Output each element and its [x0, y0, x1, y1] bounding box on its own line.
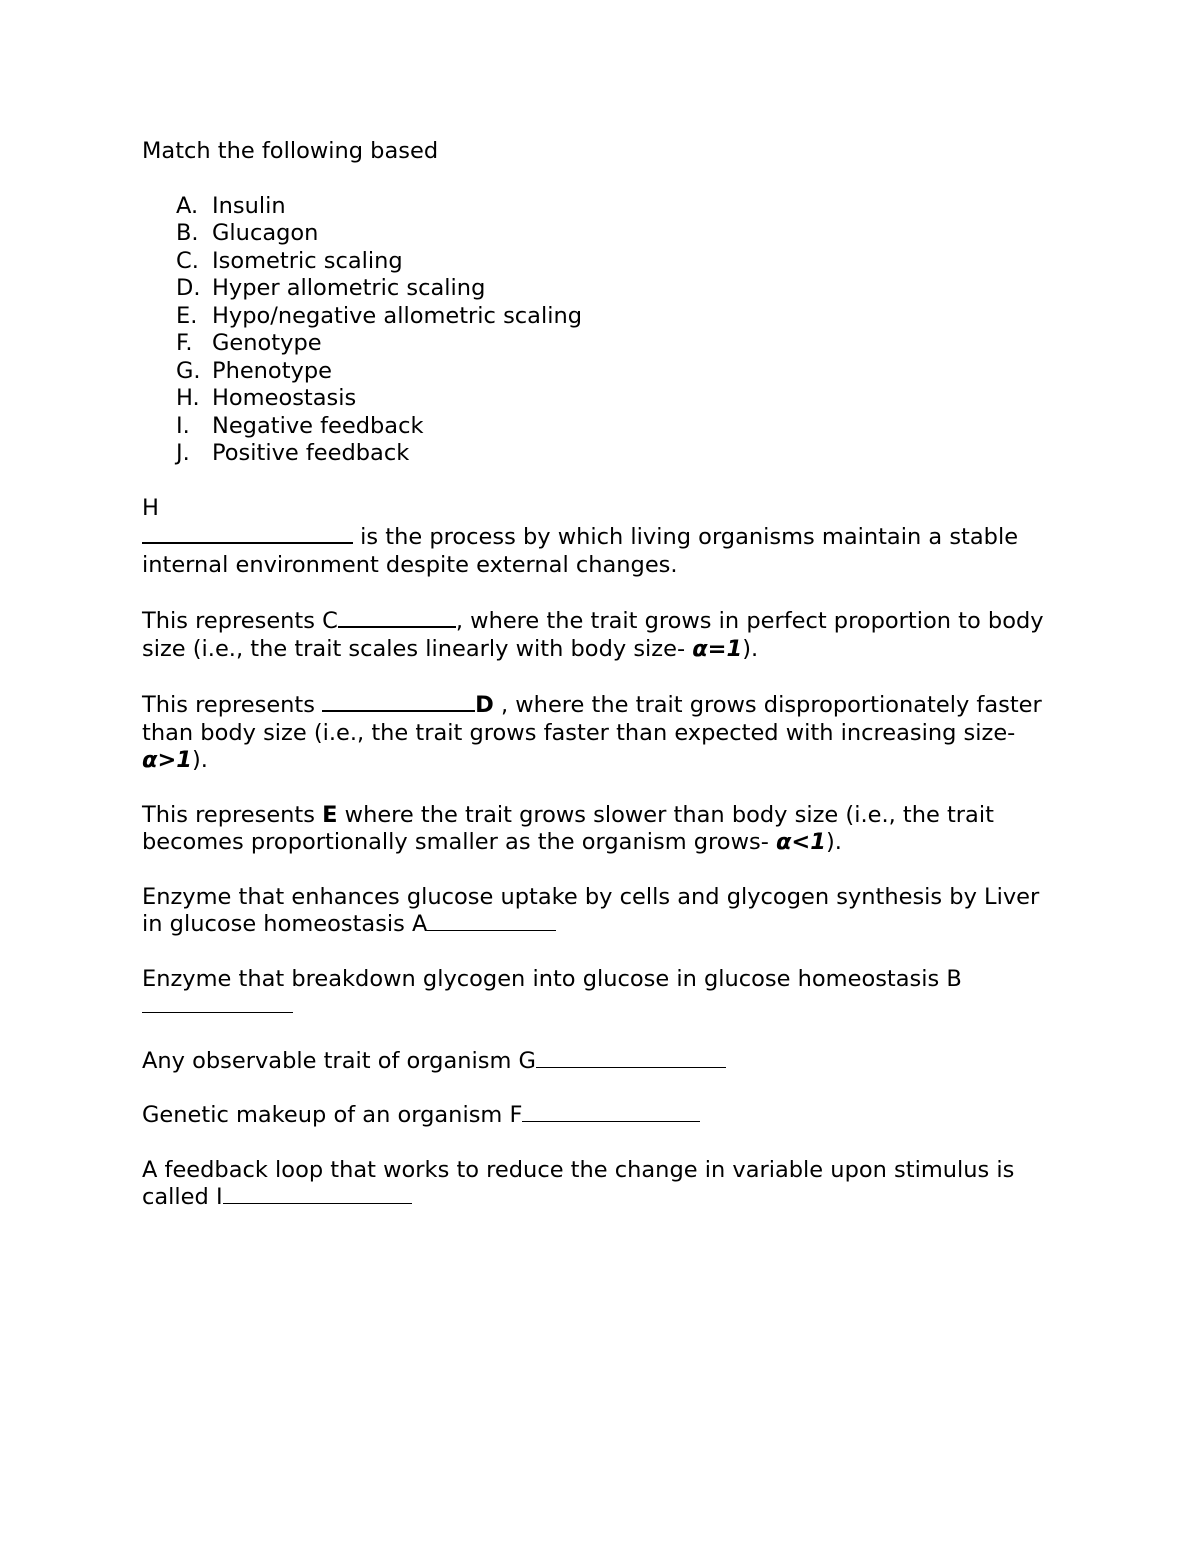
option-text: Genotype: [212, 330, 322, 356]
option-letter: H.: [176, 385, 200, 411]
option-text: Positive feedback: [212, 440, 410, 466]
question-prefix: This represents: [142, 801, 323, 828]
question-prefix: This represents: [142, 608, 323, 634]
question-text: , where the trait grows disproportionately faster than body size (i.e., the trait grows faster than expected with increasing size-: [142, 692, 1042, 746]
question-glucagon: [142, 966, 1062, 1021]
question-insulin: [142, 884, 1062, 939]
question-text: A feedback loop that works to reduce the change in variable upon stimulus is called: [142, 1156, 1015, 1210]
question-hyper-allometric: [142, 690, 1062, 775]
list-item: [142, 275, 1062, 303]
answer-letter: A: [412, 911, 428, 937]
list-item: [142, 358, 1062, 386]
alpha-formula: α>1: [142, 747, 192, 773]
answer-letter: H: [142, 494, 159, 521]
list-item: [142, 440, 1062, 468]
answer-letter: B: [946, 965, 962, 992]
options-list: [142, 193, 1062, 468]
question-hypo-allometric: [142, 802, 1062, 857]
option-letter: B.: [176, 220, 199, 246]
alpha-formula: α=1: [692, 635, 743, 662]
answer-blank: [223, 1185, 412, 1204]
question-suffix: ).: [191, 747, 208, 773]
document-page: [142, 138, 1062, 1239]
question-isometric: [142, 606, 1062, 663]
question-text: is the process by which living organisms maintain a stable internal environment despite external changes.: [142, 524, 1019, 578]
instructions-title: Match the following based: [142, 138, 439, 164]
option-text: Homeostasis: [212, 385, 357, 411]
option-letter: J.: [176, 440, 190, 466]
answer-blank: [142, 522, 353, 544]
option-letter: A.: [176, 192, 199, 219]
option-text: Glucagon: [212, 220, 319, 246]
question-text: , where the trait grows in perfect proportion to body size (i.e., the trait scales linearly with body size-: [142, 608, 1044, 662]
option-letter: G.: [176, 357, 201, 384]
answer-blank: [427, 912, 556, 931]
option-text: Phenotype: [212, 357, 332, 384]
option-text: Hypo/negative allometric scaling: [212, 302, 583, 329]
answer-blank: [338, 606, 456, 628]
question-text: where the trait grows slower than body size (i.e., the trait becomes proportionally smaller as the organism grows-: [142, 801, 994, 855]
question-suffix: ).: [825, 829, 842, 855]
option-text: Negative feedback: [212, 412, 424, 439]
answer-letter: I: [215, 1184, 223, 1210]
answer-letter: E: [322, 801, 338, 828]
list-item: [142, 303, 1062, 331]
option-letter: E.: [176, 302, 198, 329]
answer-blank: [142, 994, 293, 1013]
option-text: Insulin: [212, 192, 286, 219]
option-letter: F.: [176, 330, 193, 356]
option-text: Isometric scaling: [212, 247, 403, 274]
answer-letter: D: [475, 692, 494, 718]
question-phenotype: [142, 1048, 1062, 1076]
question-suffix: ).: [742, 635, 759, 662]
question-text: Genetic makeup of an organism: [142, 1102, 510, 1128]
list-item: [142, 385, 1062, 413]
answer-letter: C: [322, 608, 338, 634]
list-item: [142, 413, 1062, 441]
list-item: [142, 220, 1062, 248]
list-item: [142, 193, 1062, 221]
question-homeostasis: [142, 495, 1062, 580]
question-text: Enzyme that enhances glucose uptake by cells and glycogen synthesis by Liver in glucose homeostasis: [142, 883, 1040, 937]
answer-blank: [522, 1103, 700, 1122]
question-text: Any observable trait of organism: [142, 1047, 519, 1074]
question-negative-feedback: [142, 1157, 1062, 1212]
question-text: Enzyme that breakdown glycogen into glucose in glucose homeostasis: [142, 965, 947, 992]
question-prefix: This represents: [142, 692, 323, 718]
list-item: [142, 330, 1062, 358]
option-letter: C.: [176, 247, 199, 274]
option-letter: I.: [176, 412, 190, 439]
answer-blank: [536, 1049, 726, 1068]
question-genotype: [142, 1102, 1062, 1130]
option-letter: D.: [176, 275, 201, 301]
option-text: Hyper allometric scaling: [212, 275, 486, 301]
list-item: [142, 248, 1062, 276]
answer-letter: G: [518, 1047, 536, 1074]
answer-blank: [322, 690, 475, 712]
alpha-formula: α<1: [775, 829, 826, 855]
answer-letter: F: [509, 1102, 523, 1128]
